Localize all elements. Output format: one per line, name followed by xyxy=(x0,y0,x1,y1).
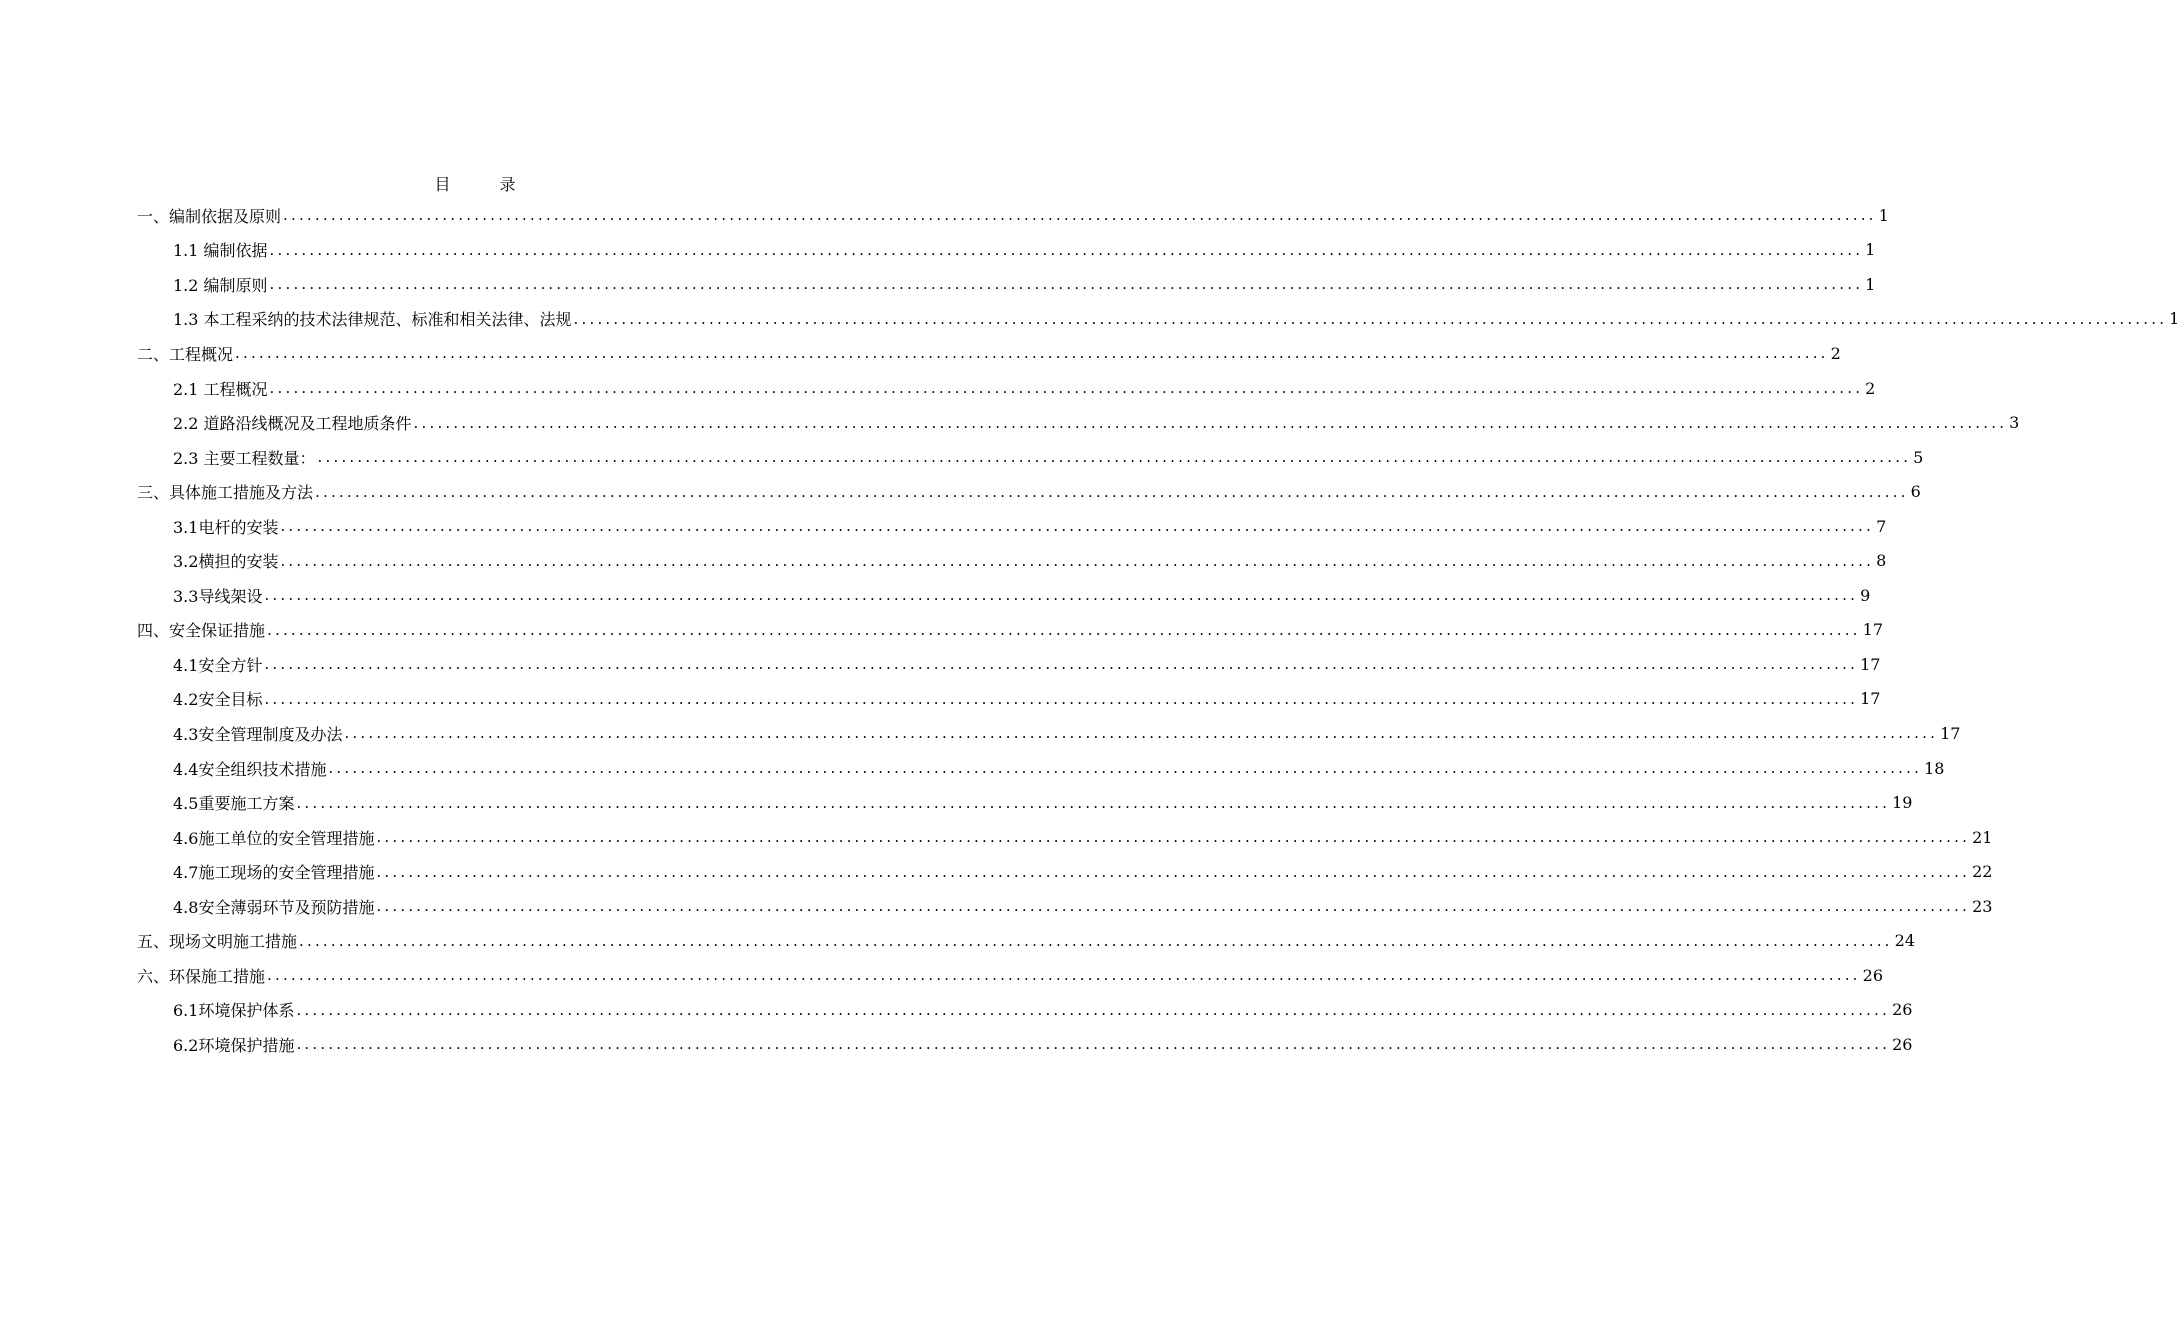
toc-entry[interactable] xyxy=(137,958,1883,993)
toc-entry-page-number: 26 xyxy=(1862,965,1883,985)
toc-entry[interactable] xyxy=(137,682,1881,717)
toc-entry[interactable] xyxy=(137,716,1961,751)
toc-entry-page-number: 17 xyxy=(1860,654,1881,674)
toc-entry-label: 2.3 主要工程数量： xyxy=(173,448,316,468)
toc-entry[interactable] xyxy=(137,267,1876,302)
toc-entry-page-number: 1 xyxy=(1878,205,1889,225)
toc-leader-dots: ........................................................................................................................................................................................................ xyxy=(328,759,1923,778)
toc-entry-label: 4.2安全目标 xyxy=(173,690,263,710)
toc-leader-dots: ........................................................................................................................................................................................................ xyxy=(283,206,1877,225)
toc-entry[interactable] xyxy=(137,405,2020,440)
toc-leader-dots: ........................................................................................................................................................................................................ xyxy=(264,586,1859,605)
toc-entry-page-number: 6 xyxy=(1910,482,1921,502)
toc-entry[interactable] xyxy=(137,509,1887,544)
toc-entry[interactable] xyxy=(137,889,1993,924)
toc-entry[interactable] xyxy=(137,751,1945,786)
table-of-contents xyxy=(137,198,2179,1062)
toc-entry[interactable] xyxy=(137,613,1883,648)
toc-entry-page-number: 5 xyxy=(1913,447,1924,467)
toc-entry[interactable] xyxy=(137,543,1887,578)
toc-entry-page-number: 18 xyxy=(1924,758,1945,778)
toc-entry-label: 1.1 编制依据 xyxy=(173,241,268,261)
toc-entry-label: 6.2环境保护措施 xyxy=(173,1035,295,1055)
toc-entry-page-number: 3 xyxy=(2009,413,2020,433)
toc-leader-dots: ........................................................................................................................................................................................................ xyxy=(264,689,1859,708)
toc-entry[interactable] xyxy=(137,198,1889,233)
toc-leader-dots: ........................................................................................................................................................................................................ xyxy=(344,724,1939,743)
toc-leader-dots: ........................................................................................................................................................................................................ xyxy=(296,793,1891,812)
toc-entry[interactable] xyxy=(137,993,1913,1028)
toc-entry-label: 一、编制依据及原则 xyxy=(137,206,282,226)
toc-entry-page-number: 24 xyxy=(1894,931,1915,951)
toc-leader-dots: ........................................................................................................................................................................................................ xyxy=(296,1035,1891,1054)
toc-entry-label: 4.4安全组织技术措施 xyxy=(173,759,327,779)
toc-entry-page-number: 22 xyxy=(1972,862,1993,882)
toc-entry-label: 1.2 编制原则 xyxy=(173,275,268,295)
toc-leader-dots: ........................................................................................................................................................................................................ xyxy=(573,309,2168,328)
toc-entry-page-number: 21 xyxy=(1972,827,1993,847)
toc-entry[interactable] xyxy=(137,474,1921,509)
toc-entry-label: 四、安全保证措施 xyxy=(137,621,266,641)
toc-entry-label: 1.3 本工程采纳的技术法律规范、标准和相关法律、法规 xyxy=(173,310,572,330)
toc-entry[interactable] xyxy=(137,854,1993,889)
toc-entry[interactable] xyxy=(137,785,1913,820)
toc-leader-dots: ........................................................................................................................................................................................................ xyxy=(296,1000,1891,1019)
toc-entry-label: 2.2 道路沿线概况及工程地质条件 xyxy=(173,414,412,434)
toc-entry-page-number: 8 xyxy=(1876,551,1887,571)
toc-entry[interactable] xyxy=(137,923,1915,958)
toc-leader-dots: ........................................................................................................................................................................................................ xyxy=(376,828,1971,847)
toc-leader-dots: ........................................................................................................................................................................................................ xyxy=(413,413,2008,432)
toc-leader-dots: ........................................................................................................................................................................................................ xyxy=(269,379,1864,397)
toc-entry[interactable] xyxy=(137,233,1876,268)
toc-entry-label: 6.1环境保护体系 xyxy=(173,1001,295,1021)
toc-leader-dots: ........................................................................................................................................................................................................ xyxy=(317,448,1912,467)
toc-leader-dots: ........................................................................................................................................................................................................ xyxy=(235,344,1829,363)
toc-entry-label: 五、现场文明施工措施 xyxy=(137,932,298,952)
toc-entry-page-number: 1 xyxy=(2169,309,2179,329)
toc-entry-page-number: 26 xyxy=(1892,1034,1913,1054)
toc-entry[interactable] xyxy=(137,578,1871,613)
toc-entry[interactable] xyxy=(137,371,1876,406)
toc-entry-page-number: 2 xyxy=(1830,343,1841,363)
toc-entry-page-number: 1 xyxy=(1865,240,1876,260)
toc-leader-dots: ........................................................................................................................................................................................................ xyxy=(280,551,1875,570)
toc-entry-label: 2.1 工程概况 xyxy=(173,379,268,399)
toc-entry-label: 4.8安全薄弱环节及预防措施 xyxy=(173,897,375,917)
toc-entry-label: 4.7施工现场的安全管理措施 xyxy=(173,863,375,883)
toc-leader-dots: ........................................................................................................................................................................................................ xyxy=(280,517,1875,536)
toc-entry-page-number: 26 xyxy=(1892,1000,1913,1020)
toc-entry-label: 3.3导线架设 xyxy=(173,586,263,606)
toc-entry-page-number: 7 xyxy=(1876,516,1887,536)
toc-entry-page-number: 9 xyxy=(1860,585,1871,605)
toc-entry-page-number: 19 xyxy=(1892,793,1913,813)
toc-leader-dots: ........................................................................................................................................................................................................ xyxy=(267,966,1861,985)
toc-entry-label: 二、工程概况 xyxy=(137,344,234,364)
toc-entry[interactable] xyxy=(137,336,1841,371)
toc-entry[interactable] xyxy=(137,302,2179,337)
toc-entry-label: 六、环保施工措施 xyxy=(137,966,266,986)
toc-leader-dots: ........................................................................................................................................................................................................ xyxy=(315,482,1909,501)
toc-entry-page-number: 2 xyxy=(1865,378,1876,398)
toc-entry[interactable] xyxy=(137,440,1924,475)
toc-entry-page-number: 17 xyxy=(1860,689,1881,709)
toc-entry[interactable] xyxy=(137,820,1993,855)
toc-entry-label: 4.3安全管理制度及办法 xyxy=(173,724,343,744)
toc-entry-label: 4.1安全方针 xyxy=(173,655,263,675)
toc-entry[interactable] xyxy=(137,647,1881,682)
toc-entry-label: 3.2横担的安装 xyxy=(173,552,279,572)
toc-title: 目 录 xyxy=(434,175,538,194)
toc-entry-label: 3.1电杆的安装 xyxy=(173,517,279,537)
toc-leader-dots: ........................................................................................................................................................................................................ xyxy=(299,931,1893,950)
toc-entry-label: 三、具体施工措施及方法 xyxy=(137,483,314,503)
toc-entry-page-number: 23 xyxy=(1972,896,1993,916)
toc-leader-dots: ........................................................................................................................................................................................................ xyxy=(264,655,1859,674)
toc-entry-page-number: 1 xyxy=(1865,274,1876,294)
toc-entry-page-number: 17 xyxy=(1940,723,1961,743)
toc-leader-dots: ........................................................................................................................................................................................................ xyxy=(269,275,1864,294)
toc-entry[interactable] xyxy=(137,1027,1913,1062)
toc-leader-dots: ........................................................................................................................................................................................................ xyxy=(269,240,1864,259)
toc-entry-page-number: 17 xyxy=(1862,620,1883,640)
toc-entry-label: 4.6施工单位的安全管理措施 xyxy=(173,828,375,848)
toc-leader-dots: ........................................................................................................................................................................................................ xyxy=(267,620,1861,639)
toc-leader-dots: ........................................................................................................................................................................................................ xyxy=(376,897,1971,916)
toc-entry-label: 4.5重要施工方案 xyxy=(173,794,295,814)
toc-leader-dots: ........................................................................................................................................................................................................ xyxy=(376,862,1971,881)
